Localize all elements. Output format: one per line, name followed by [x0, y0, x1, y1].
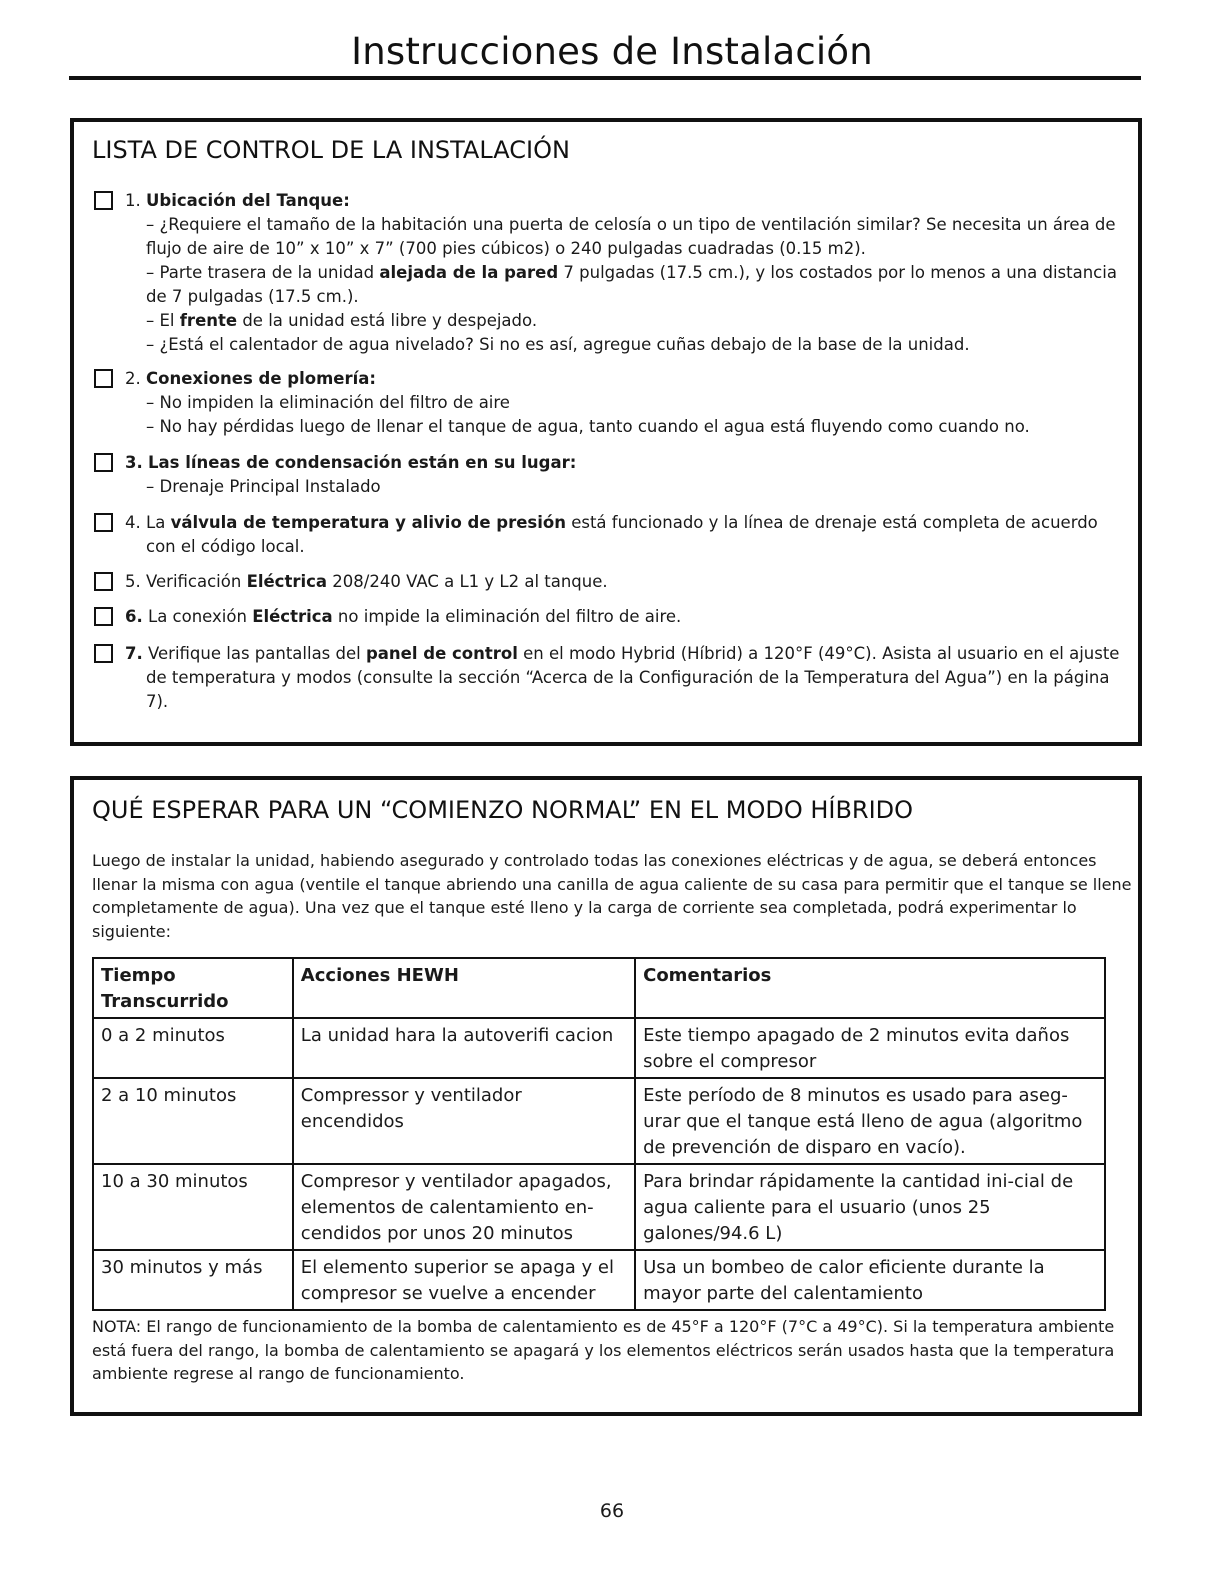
table-cell: Compresor y ventilador apagados, elementos de calentamiento en-cendidos por unos 20 minutos: [293, 1164, 635, 1250]
table-header-row: [93, 958, 1105, 1018]
table-cell: Usa un bombeo de calor eficiente durante la mayor parte del calentamiento: [635, 1250, 1105, 1310]
table-row: [93, 1164, 1105, 1250]
sub-line: – No hay pérdidas luego de llenar el tanque de agua, tanto cuando el agua está fluyendo como cuando no.: [146, 417, 1030, 436]
checklist-item-1: 1. Ubicación del Tanque: – ¿Requiere el tamaño de la habitación una puerta de celosía o un tipo de ventilación similar? Se necesita un área de flujo de aire de 10” x 10” x 7” (700 pies cúbicos) o 240 pulgadas cuadradas (0.15 m2). – Parte trasera de la unidad alejada de la pared 7 pulgadas (17.5 cm.), y los costados por lo menos a una distancia de 7 pulgadas (17.5 cm.). – El frente de la unidad está libre y despejado. – ¿Está el calentador de agua nivelado? Si no es así, agregue cuñas debajo de la base de la unidad.: [94, 189, 1129, 357]
page-title: Instrucciones de Instalación: [351, 30, 873, 73]
startup-intro: Luego de instalar la unidad, habiendo asegurado y controlado todas las conexiones eléctricas y de agua, se deberá entonces llenar la misma con agua (ventile el tanque abriendo una canilla de agua caliente de su casa para permitir que el tanque se llene completamente de agua). Una vez que el tanque esté lleno y la carga de corriente sea completada, podrá experimentar lo siguiente:: [92, 851, 1132, 941]
checkbox[interactable]: [94, 191, 113, 210]
table-cell: 30 minutos y más: [93, 1250, 293, 1310]
checklist-item-6: 6. La conexión Eléctrica no impide la eliminación del filtro de aire.: [94, 605, 1129, 629]
table-row: [93, 1078, 1105, 1164]
table-cell: La unidad hara la autoverifi cacion: [293, 1018, 635, 1078]
checklist-item-7: 7. Verifique las pantallas del panel de control en el modo Hybrid (Híbrid) a 120°F (49°C). Asista al usuario en el ajuste de temperatura y modos (consulte la sección “Acerca de la Configuración de la Temperatura del Agua”) en la página 7).: [94, 642, 1129, 714]
sub-line: – ¿Requiere el tamaño de la habitación una puerta de celosía o un tipo de ventilación similar? Se necesita un área de flujo de aire de 10” x 10” x 7” (700 pies cúbicos) o 240 pulgadas cuadradas (0.15 m2).: [146, 215, 1116, 258]
startup-heading: QUÉ ESPERAR PARA UN “COMIENZO NORMAL” EN EL MODO HÍBRIDO: [92, 796, 914, 824]
startup-table: [92, 957, 1106, 1311]
sub-line: – Drenaje Principal Instalado: [146, 477, 381, 496]
table-row: [93, 1018, 1105, 1078]
installation-checklist-box: [70, 118, 1142, 746]
column-header: Acciones HEWH: [293, 958, 635, 1018]
table-cell: El elemento superior se apaga y el compresor se vuelve a encender: [293, 1250, 635, 1310]
table-cell: 10 a 30 minutos: [93, 1164, 293, 1250]
checkbox[interactable]: [94, 513, 113, 532]
checklist-item-3: 3. Las líneas de condensación están en su lugar: – Drenaje Principal Instalado: [94, 451, 1129, 499]
checkbox[interactable]: [94, 607, 113, 626]
table-cell: Compressor y ventilador encendidos: [293, 1078, 635, 1164]
sub-line: – El frente de la unidad está libre y despejado.: [146, 311, 538, 330]
checkbox[interactable]: [94, 572, 113, 591]
checklist-item-5: 5. Verificación Eléctrica 208/240 VAC a L1 y L2 al tanque.: [94, 570, 1129, 594]
column-header: Comentarios: [635, 958, 1105, 1018]
checkbox[interactable]: [94, 369, 113, 388]
startup-note: NOTA: El rango de funcionamiento de la bomba de calentamiento es de 45°F a 120°F (7°C a 49°C). Si la temperatura ambiente está fuera del rango, la bomba de calentamiento se apagará y los elementos eléctricos serán usados hasta que la temperatura ambiente regrese al rango de funcionamiento.: [92, 1317, 1115, 1383]
title-rule: [69, 76, 1141, 80]
sub-line: – No impiden la eliminación del filtro de aire: [146, 393, 510, 412]
table-cell: Este período de 8 minutos es usado para aseg-urar que el tanque está lleno de agua (algoritmo de prevención de disparo en vacío).: [635, 1078, 1105, 1164]
checklist-item-4: 4. La válvula de temperatura y alivio de presión está funcionado y la línea de drenaje está completa de acuerdo con el código local.: [94, 511, 1129, 559]
table-row: [93, 1250, 1105, 1310]
checkbox[interactable]: [94, 644, 113, 663]
checkbox[interactable]: [94, 453, 113, 472]
checklist-item-2: 2. Conexiones de plomería: – No impiden la eliminación del filtro de aire – No hay pérdidas luego de llenar el tanque de agua, tanto cuando el agua está fluyendo como cuando no.: [94, 367, 1129, 439]
normal-startup-box: [70, 776, 1142, 1416]
table-cell: 2 a 10 minutos: [93, 1078, 293, 1164]
table-cell: 0 a 2 minutos: [93, 1018, 293, 1078]
sub-line: – Parte trasera de la unidad alejada de la pared 7 pulgadas (17.5 cm.), y los costados por lo menos a una distancia de 7 pulgadas (17.5 cm.).: [146, 263, 1117, 306]
checklist-heading: LISTA DE CONTROL DE LA INSTALACIÓN: [92, 136, 570, 164]
sub-line: – ¿Está el calentador de agua nivelado? Si no es así, agregue cuñas debajo de la base de la unidad.: [146, 335, 970, 354]
page-number: 66: [599, 1500, 625, 1522]
column-header: Tiempo Transcurrido: [93, 958, 293, 1018]
table-cell: Este tiempo apagado de 2 minutos evita daños sobre el compresor: [635, 1018, 1105, 1078]
table-cell: Para brindar rápidamente la cantidad ini-cial de agua caliente para el usuario (unos 25 galones/94.6 L): [635, 1164, 1105, 1250]
